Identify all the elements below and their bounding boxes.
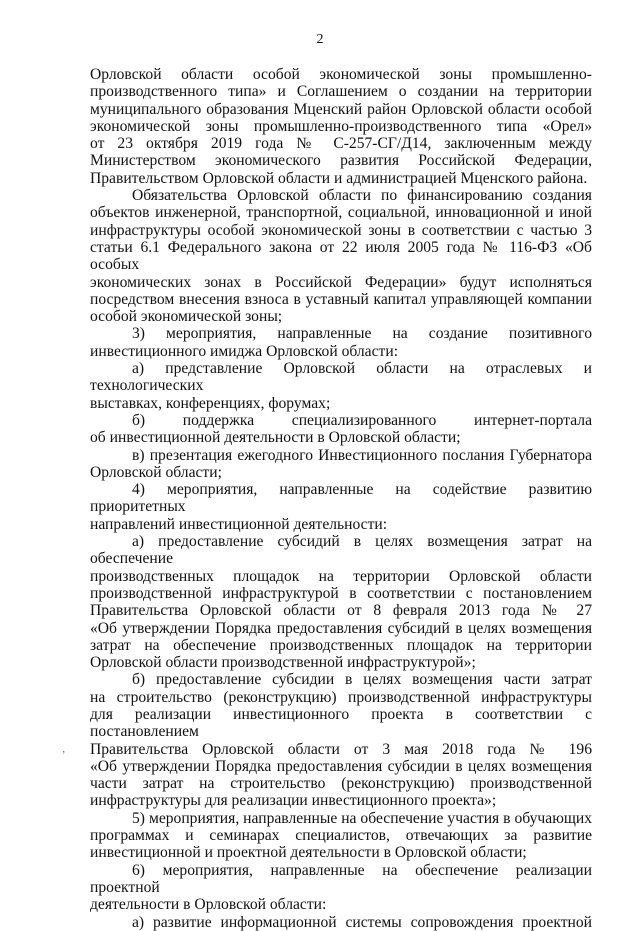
text-line: экономической зоны промышленно-производственного типа «Орел»	[90, 117, 592, 135]
text-line: производственного типа» и Соглашением о создании на территории	[90, 83, 592, 101]
text-line: а) предоставление субсидий в целях возмещения затрат на обеспечение	[90, 533, 592, 568]
text-line: б) предоставление субсидии в целях возмещения части затрат	[132, 671, 592, 689]
text-line: для реализации инвестиционного проекта в соответствии с постановлением	[90, 705, 592, 741]
text-line: производственной инфраструктурой в соответствии с постановлением	[90, 584, 592, 602]
text-line: направлений инвестиционной деятельности:	[90, 515, 388, 533]
text-line: экономических зонах в Российской Федерации» будут исполняться	[90, 273, 592, 291]
text-line: выставках, конференциях, форумах;	[90, 394, 331, 412]
text-line: Орловской области особой экономической зоны промышленно-	[90, 66, 592, 83]
text-line: «Об утверждении Порядка предоставления субсидии в целях возмещения	[90, 757, 592, 775]
text-line: объектов инженерной, транспортной, социальной, инновационной и иной	[90, 204, 592, 222]
text-line: а) представление Орловской области на отраслевых и технологических	[90, 360, 592, 395]
text-line: инвестиционной и проектной деятельности в Орловской области;	[90, 844, 527, 862]
text-line: «Об утверждении Порядка предоставления субсидий в целях возмещения	[90, 619, 592, 637]
text-line: инвестиционного имиджа Орловской области:	[90, 342, 399, 360]
text-line: особой экономической зоны;	[90, 308, 283, 326]
text-line: производственных площадок на территории Орловской области	[90, 567, 592, 585]
text-line: муниципального образования Мценский район Орловской области особой	[90, 100, 592, 118]
text-line: б) поддержка специализированного интернет-портала	[132, 411, 592, 429]
text-line: Орловской области производственной инфраструктурой»;	[90, 654, 476, 672]
text-line: 4) мероприятия, направленные на содействие развитию приоритетных	[90, 481, 592, 516]
text-line: 6) мероприятия, направленные на обеспечение реализации проектной	[90, 861, 592, 896]
text-line: инфраструктуры особой экономической зоны в соответствии с частью 3	[90, 221, 592, 239]
text-line: Правительства Орловской области от 3 мая 2018 года № 196	[90, 740, 592, 758]
text-line: Министерством экономического развития Российской Федерации,	[90, 152, 592, 170]
text-line: в) презентация ежегодного Инвестиционного послания Губернатора	[132, 446, 592, 464]
text-line: Орловской области;	[90, 463, 222, 481]
text-line: Обязательства Орловской области по финансированию создания	[132, 187, 592, 205]
text-line: Правительством Орловской области и администрацией Мценского района.	[90, 169, 588, 187]
text-line: затрат на обеспечение производственных площадок на территории	[90, 636, 592, 654]
text-line: на строительство (реконструкцию) производственной инфраструктуры	[90, 688, 592, 706]
text-line: программах и семинарах специалистов, отвечающих за развитие	[90, 827, 592, 845]
page-number: 2	[316, 32, 324, 47]
text-line: инфраструктуры для реализации инвестиционного проекта»;	[90, 792, 497, 810]
text-line: 3) мероприятия, направленные на создание позитивного	[132, 325, 592, 343]
text-line: посредством внесения взноса в уставный капитал управляющей компании	[90, 290, 592, 308]
text-line: Правительства Орловской области от 8 февраля 2013 года № 27	[90, 602, 592, 620]
text-line: а) развитие информационной системы сопровождения проектной	[132, 913, 592, 931]
text-line: деятельности в Орловской области:	[90, 896, 327, 914]
stray-mark: ‚	[62, 744, 66, 755]
document-body	[90, 66, 592, 931]
text-line: части затрат на строительство (реконструкцию) производственной	[90, 775, 592, 793]
text-line: 5) мероприятия, направленные на обеспечение участия в обучающих	[132, 809, 592, 827]
text-line: об инвестиционной деятельности в Орловской области;	[90, 429, 461, 447]
text-line: статьи 6.1 Федерального закона от 22 июля 2005 года № 116-ФЗ «Об особых	[90, 238, 592, 274]
text-line: от 23 октября 2019 года № С-257-СГ/Д14, заключенным между	[90, 135, 592, 153]
